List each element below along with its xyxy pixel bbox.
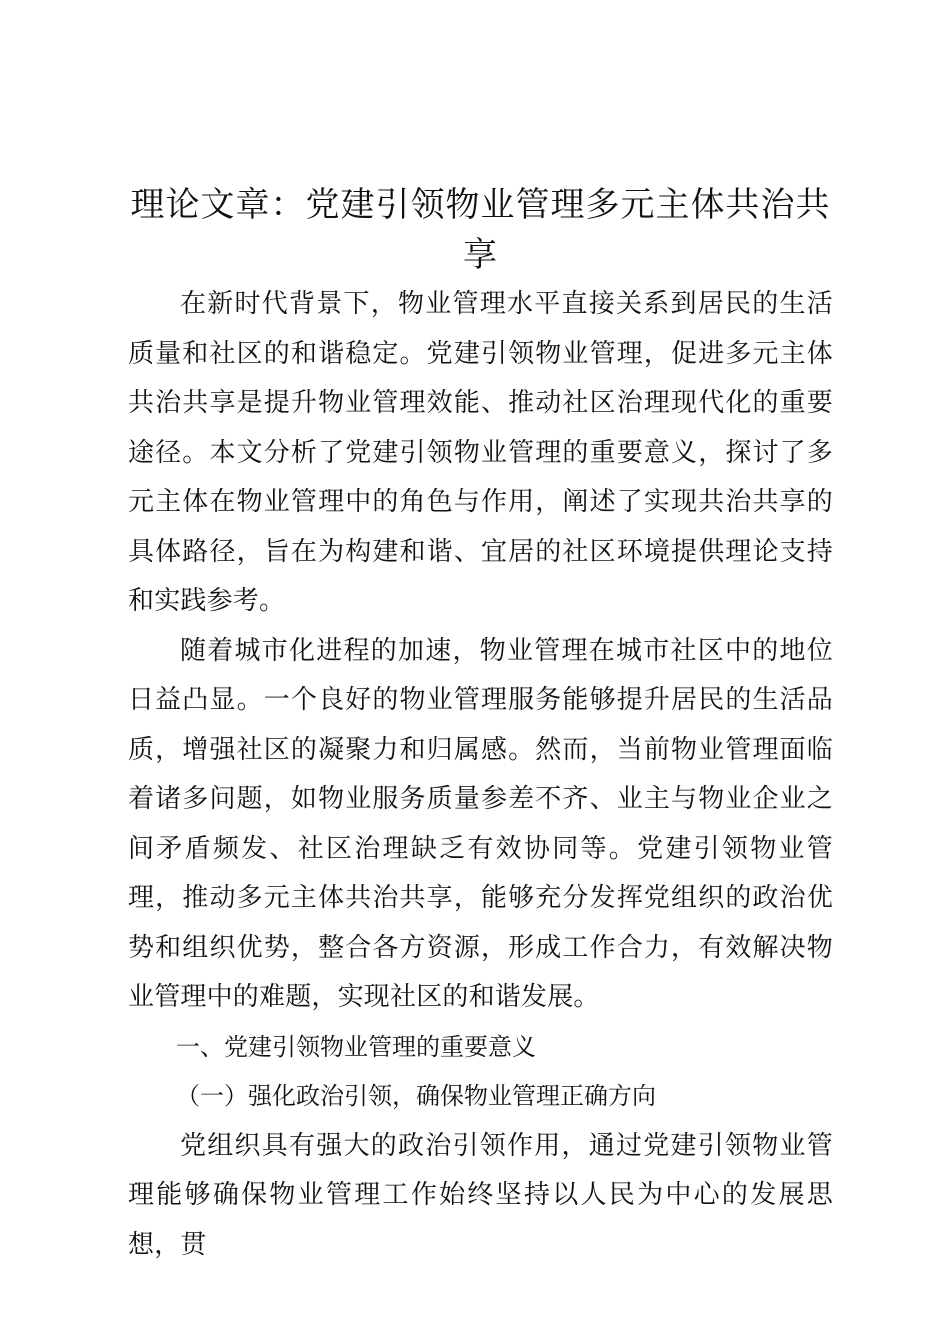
body-paragraph: 党组织具有强大的政治引领作用，通过党建引领物业管理能够确保物业管理工作始终坚持以人民为中心的发展思想，贯: [128, 1130, 833, 1260]
document-title: 理论文章：党建引领物业管理多元主体共治共享: [130, 185, 831, 275]
document-body: [128, 280, 833, 1270]
intro-paragraph: 随着城市化进程的加速，物业管理在城市社区中的地位日益凸显。一个良好的物业管理服务能够提升居民的生活品质，增强社区的凝聚力和归属感。然而，当前物业管理面临着诸多问题，如物业服务质量参差不齐、业主与物业企业之间矛盾频发、社区治理缺乏有效协同等。党建引领物业管理，推动多元主体共治共享，能够充分发挥党组织的政治优势和组织优势，整合各方资源，形成工作合力，有效解决物业管理中的难题，实现社区的和谐发展。: [128, 635, 833, 1012]
abstract-paragraph: 在新时代背景下，物业管理水平直接关系到居民的生活质量和社区的和谐稳定。党建引领物业管理，促进多元主体共治共享是提升物业管理效能、推动社区治理现代化的重要途径。本文分析了党建引领物业管理的重要意义，探讨了多元主体在物业管理中的角色与作用，阐述了实现共治共享的具体路径，旨在为构建和谐、宜居的社区环境提供理论支持和实践参考。: [128, 289, 833, 616]
section-heading: 一、党建引领物业管理的重要意义: [176, 1032, 536, 1061]
subsection-heading: （一）强化政治引领，确保物业管理正确方向: [176, 1082, 656, 1110]
